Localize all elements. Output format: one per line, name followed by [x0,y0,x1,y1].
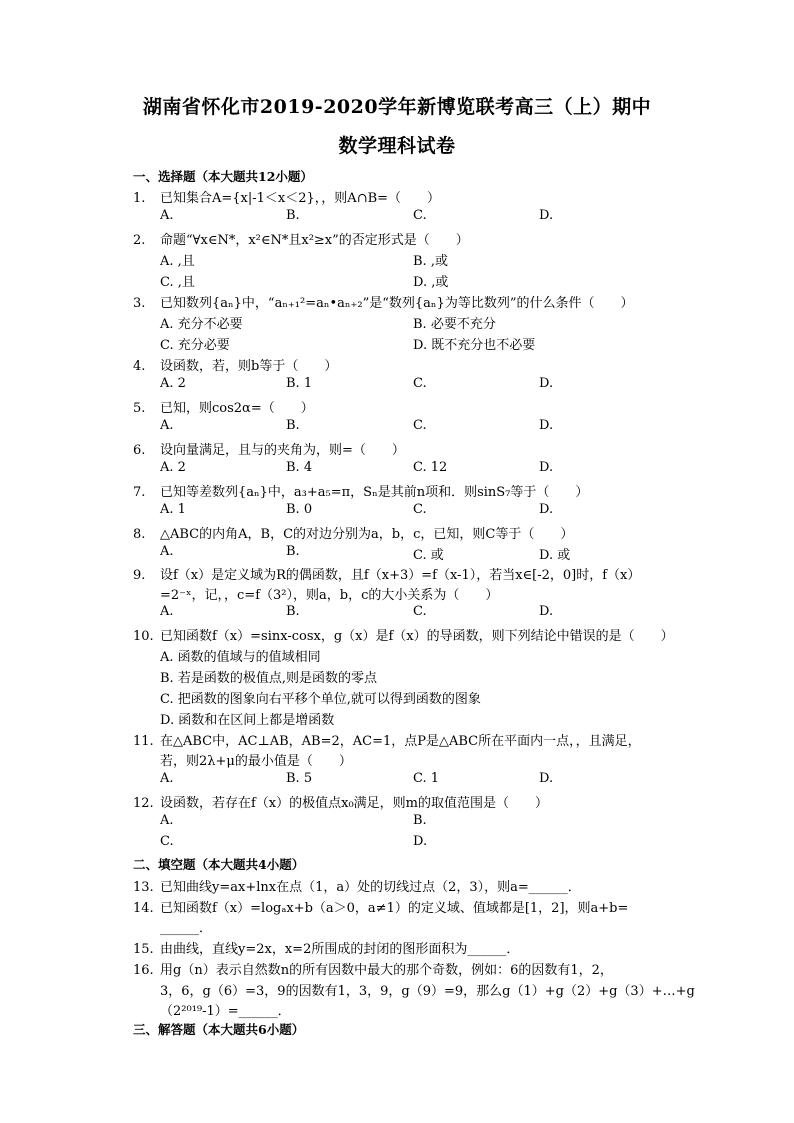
option-c: C. [413,502,427,517]
option-d: D. [539,208,554,223]
option-c: C. 12 [413,460,448,475]
question-16-line-2: 3，6，g（6）=3，9的因数有1，3，9，g（9）=9，那么g（1）+g（2）+g（3）+…+g [160,984,695,999]
option-c: C. 充分必要 [160,338,230,353]
question-number: 9. [133,568,146,583]
section-solution: 三、解答题（本大题共6小题） [133,1022,305,1037]
section-choice: 一、选择题（本大题共12小题） [133,169,313,184]
option-d: D. [539,460,554,475]
option-a: A. 2 [160,460,186,475]
question-9-line-2: =2⁻ˣ，记，，c=f（3²），则a，b，c的大小关系为（ ） [160,588,499,603]
question-text: △ABC的内角A，B，C的对边分别为a，b，c，已知，则C等于（ ） [160,527,574,542]
option-d: D. 函数和在区间上都是增函数 [160,713,335,728]
question-text: 已知集合A={x|-1＜x＜2}，，则A∩B=（ ） [160,191,441,206]
question-number: 13. [133,880,154,895]
question-text: 已知数列{aₙ}中，“aₙ₊₁²=aₙ•aₙ₊₂”是“数列{aₙ}为等比数列”的什么条件（ ） [160,296,634,311]
question-9 [133,564,640,583]
question-11 [133,730,641,749]
question-7 [133,481,588,500]
question-number: 14. [133,901,154,916]
section-fill-blank: 二、填空题（本大题共4小题） [133,857,305,872]
option-d: D. [539,771,554,786]
question-number: 3. [133,296,146,311]
question-number: 1. [133,191,146,206]
question-16-line-3: （2²⁰¹⁹-1）=______． [160,1004,291,1019]
option-a: A. [160,771,174,786]
question-14 [133,897,628,916]
question-number: 5. [133,401,146,416]
option-a: A. [160,418,174,433]
option-d: D. [539,502,554,517]
option-b: B. 1 [286,376,313,391]
question-text: 设向量满足，且与的夹角为，则=（ ） [160,443,405,458]
option-a: A. 函数的值域与的值域相同 [160,650,321,665]
question-text: 已知等差数列{aₙ}中，a₃+a₅=π，Sₙ是其前n项和．则sinS₇等于（ ） [160,485,589,500]
title-line-2: 数学理科试卷 [338,135,456,157]
question-15 [133,938,519,957]
option-b: B. 0 [286,502,313,517]
question-11-line-2: 若，则2λ+μ的最小值是（ ） [160,754,352,769]
option-b: B. 若是函数的极值点,则是函数的零点 [160,671,377,686]
question-text: 已知函数f（x）=sinx-cosx，g（x）是f（x）的导函数，则下列结论中错误的是（ ） [160,629,674,644]
option-c: C. 或 [413,548,444,563]
option-c: C. 1 [413,771,440,786]
option-a: A. [160,604,174,619]
option-a: A. [160,813,174,828]
option-d: D. ,或 [413,275,449,290]
option-a: A. ,且 [160,254,195,269]
option-c: C. [413,376,427,391]
question-text: 命题“∀x∈N*，x²∈N*且x²≥x”的否定形式是（ ） [160,233,469,248]
option-c: C. [413,418,427,433]
option-c: C. [413,208,427,223]
question-number: 7. [133,485,146,500]
option-d: D. [539,418,554,433]
option-d: D. 或 [539,548,571,563]
question-number: 11. [133,734,154,749]
question-number: 6. [133,443,146,458]
option-d: D. [539,604,554,619]
question-8 [133,523,573,542]
option-a: A. 充分不必要 [160,317,243,332]
question-16 [133,959,613,978]
option-a: A. 2 [160,376,186,391]
question-number: 8. [133,527,146,542]
question-text: 已知函数f（x）=logₐx+b（a＞0，a≠1）的定义域、值域都是[1，2]，则a+b= [160,901,629,916]
question-12 [133,792,548,811]
question-text: 用g（n）表示自然数n的所有因数中最大的那个奇数，例如：6的因数有1，2， [160,963,613,978]
question-text: 设函数，若，则b等于（ ） [160,359,338,374]
question-text: 由曲线，直线y=2x，x=2所围成的封闭的图形面积为______． [160,942,520,957]
option-c: C. ,且 [160,275,195,290]
question-6 [133,439,405,458]
title-line-1: 湖南省怀化市2019-2020学年新博览联考高三（上）期中 [142,96,652,118]
option-b: B. ,或 [413,254,448,269]
question-number: 16. [133,963,154,978]
option-b: B. 必要不充分 [413,317,496,332]
question-text: 设f（x）是定义域为R的偶函数，且f（x+3）=f（x-1），若当x∈[-2，0]时，f（x） [160,568,641,583]
question-text: 已知曲线y=ax+lnx在点（1，a）处的切线过点（2，3），则a=______． [160,880,581,895]
option-b: B. 5 [286,771,313,786]
question-5 [133,397,314,416]
option-b: B. [413,813,427,828]
question-number: 10. [133,629,154,644]
question-number: 2. [133,233,146,248]
option-c: C. [413,604,427,619]
option-c: C. [160,834,174,849]
option-a: A. [160,544,174,559]
question-13 [133,876,581,895]
question-2 [133,229,469,248]
option-c: C. 把函数的图象向右平移个单位,就可以得到函数的图象 [160,692,481,707]
option-d: D. 既不充分也不必要 [413,338,536,353]
option-b: B. [286,418,300,433]
option-d: D. [539,376,554,391]
question-4 [133,355,337,374]
question-text: 已知，则cos2α=（ ） [160,401,314,416]
option-b: B. [286,208,300,223]
question-number: 15. [133,942,154,957]
option-a: A. 1 [160,502,186,517]
option-b: B. [286,604,300,619]
option-a: A. [160,208,174,223]
question-number: 12. [133,796,154,811]
option-d: D. [413,834,428,849]
question-1 [133,187,440,206]
question-text: 设函数，若存在f（x）的极值点x₀满足，则m的取值范围是（ ） [160,796,549,811]
option-b: B. 4 [286,460,313,475]
question-3 [133,292,633,311]
question-text: 在△ABC中，AC⊥AB，AB=2，AC=1，点P是△ABC所在平面内一点，，且满足， [160,734,641,749]
option-b: B. [286,544,300,559]
question-number: 4. [133,359,146,374]
question-14-line-2: ______． [160,921,213,936]
question-10 [133,625,674,644]
